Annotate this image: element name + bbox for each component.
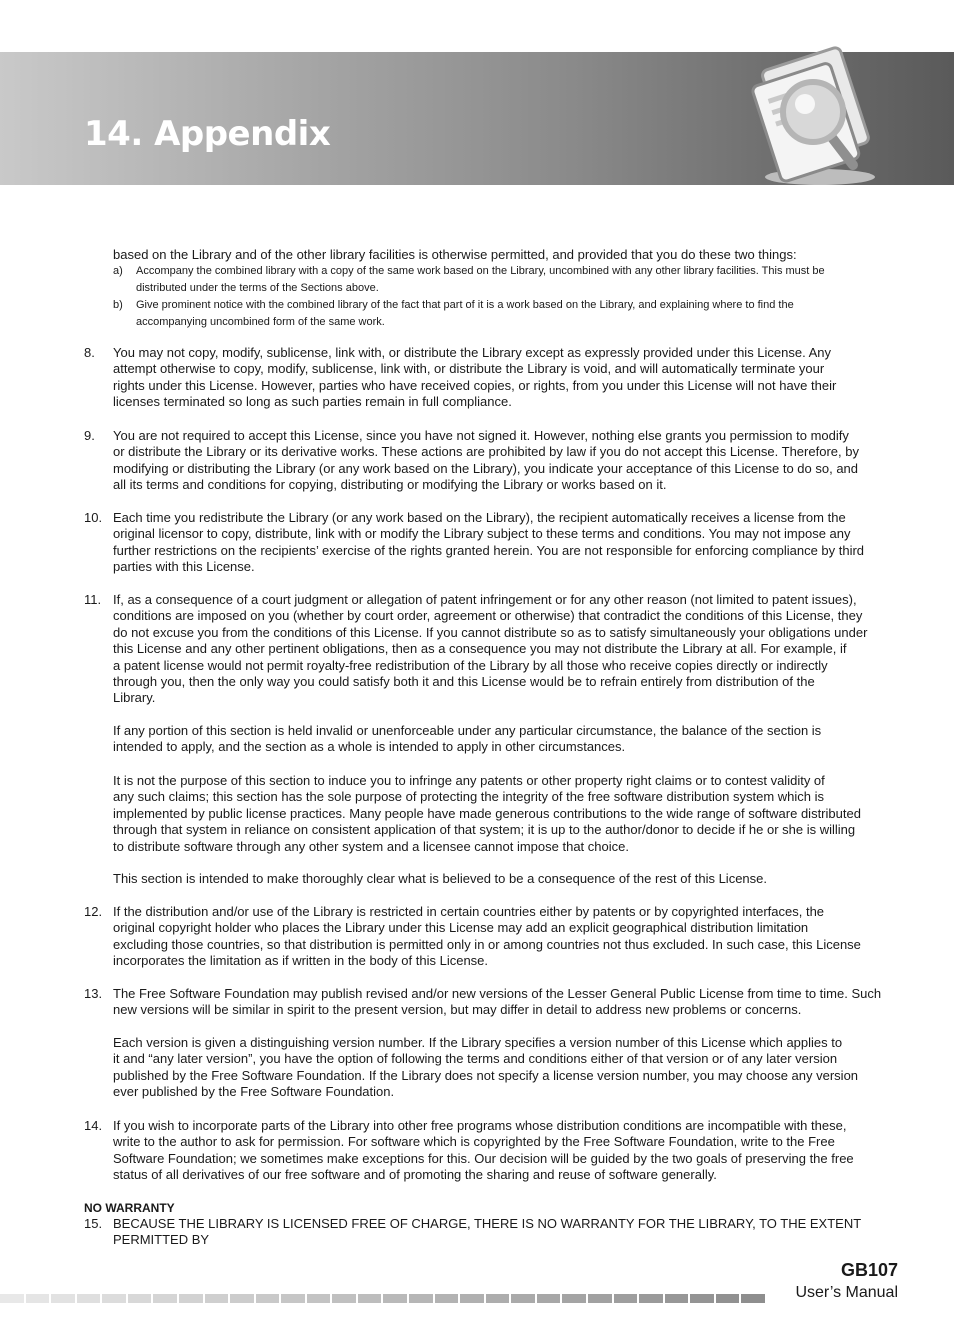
section-number: 10.	[84, 510, 103, 525]
list-item-line: accompanying uncombined form of the same work.	[136, 316, 385, 328]
footer-bar-segment	[128, 1294, 152, 1303]
section-line: any such claims; this section has the sole purpose of protecting the integrity of the free software distribution system which is	[113, 789, 825, 805]
section-line: Software Foundation; we sometimes make exceptions for this. Our decision will be guided by the two goals of preserving the free	[113, 1150, 854, 1166]
footer-bar-segment	[153, 1294, 177, 1303]
section-line: Library.	[113, 690, 156, 706]
footer-bar-segment	[358, 1294, 382, 1303]
section-number: 13.	[84, 986, 103, 1001]
footer-bar-segment	[0, 1294, 24, 1303]
section-line: If, as a consequence of a court judgment or allegation of patent infringement or for any other reason (not limited to patent issues),	[113, 592, 857, 607]
section-line: attempt otherwise to copy, modify, sublicense, link with, or distribute the Library is void, and will automatically terminate your	[113, 361, 825, 377]
section-line: this License and any other pertinent obligations, then as a consequence you may not distribute the Library at all. For example, if	[113, 641, 847, 657]
intro-text: based on the Library and of the other library facilities is otherwise permitted, and provided that you do these two things:	[113, 247, 797, 262]
section-line: rights under this License. However, parties who have received copies, or rights, from you under this License will not have their	[113, 377, 837, 393]
section-line: Each version is given a distinguishing version number. If the Library specifies a version number of this License which applies to	[113, 1035, 843, 1050]
footer-bar-segment	[77, 1294, 101, 1303]
footer-bar-segment	[256, 1294, 280, 1303]
footer-bar-segment	[511, 1294, 535, 1303]
footer-bar-segment	[665, 1294, 689, 1303]
section-line: through that system in reliance on consistent application of that system; it is up to the author/donor to decide if he or she is willing	[113, 822, 856, 838]
footer-bar-segment	[332, 1294, 356, 1303]
section-number: 8.	[84, 345, 95, 360]
footer-bar-segment	[486, 1294, 510, 1303]
section-line: all its terms and conditions for copying, distributing or modifying the Library or works based on it.	[113, 477, 667, 493]
footer-bar-segment	[26, 1294, 50, 1303]
section-line: You may not copy, modify, sublicense, link with, or distribute the Library except as expressly provided under this License. Any	[113, 345, 832, 360]
footer-bar-segment	[614, 1294, 638, 1303]
section-line: If any portion of this section is held invalid or unenforceable under any particular circumstance, the balance of the section is	[113, 723, 822, 738]
section-line: incorporates the limitation as if written in the body of this License.	[113, 953, 489, 969]
section-line: licenses terminated so long as such parties remain in full compliance.	[113, 394, 512, 410]
section-line: You are not required to accept this License, since you have not signed it. However, nothing else grants you permission to modify	[113, 428, 849, 443]
section-line: a patent license would not permit royalty-free redistribution of the Library by all those who receive copies directly or indirectly	[113, 657, 828, 673]
section-line: This section is intended to make thoroughly clear what is believed to be a consequence of the rest of this License.	[113, 871, 767, 886]
footer-bar-segment	[51, 1294, 75, 1303]
section-line: Each time you redistribute the Library (or any work based on the Library), the recipient automatically receives a license from the	[113, 510, 846, 525]
footer-bar-segment	[690, 1294, 714, 1303]
section-line: modifying or distributing the Library (or any work based on the Library), you indicate your acceptance of this License to do so, and	[113, 460, 859, 476]
list-item-line: distributed under the terms of the Sections above.	[136, 282, 379, 294]
section-line: If you wish to incorporate parts of the Library into other free programs whose distribution conditions are incompatible with these,	[113, 1118, 847, 1133]
footer-bar-segment	[307, 1294, 331, 1303]
footer-bar-segment	[281, 1294, 305, 1303]
section-line: or distribute the Library or its derivative works. These actions are prohibited by law if you do not accept this License. Therefore, by	[113, 444, 859, 460]
section-number: 9.	[84, 428, 95, 443]
section-line: ever published by the Free Software Foundation.	[113, 1084, 395, 1100]
section-number: 12.	[84, 904, 103, 919]
list-item-marker: a)	[113, 265, 123, 277]
page-title: 14. Appendix	[84, 114, 331, 154]
footer-bar-segment	[383, 1294, 407, 1303]
footer-bar-segment	[639, 1294, 663, 1303]
section-line: It is not the purpose of this section to induce you to infringe any patents or other property right claims or to contest validity of	[113, 773, 825, 788]
footer-bar-segment	[230, 1294, 254, 1303]
footer-bar-segment	[409, 1294, 433, 1303]
section-number: 14.	[84, 1118, 103, 1133]
section-line: it and “any later version”, you have the option of following the terms and conditions either of that version or of any later version	[113, 1051, 838, 1067]
section-line: BECAUSE THE LIBRARY IS LICENSED FREE OF CHARGE, THERE IS NO WARRANTY FOR THE LIBRARY, TO THE EXTENT PERMITTED BY	[113, 1216, 861, 1248]
list-item-line: Accompany the combined library with a copy of the same work based on the Library, uncombined with any other library facilities. This must be	[136, 265, 825, 277]
section-line: write to the author to ask for permission. For software which is copyrighted by the Free Software Foundation, write to the Free	[113, 1134, 835, 1150]
document-name: User’s Manual	[795, 1284, 898, 1301]
section-line: intended to apply, and the section as a whole is intended to apply in other circumstances.	[113, 739, 626, 755]
section-line: conditions are imposed on you (whether by court order, agreement or otherwise) that contradict the conditions of this License, they	[113, 608, 863, 624]
section-line: published by the Free Software Foundation. If the Library does not specify a license version number, you may choose any version	[113, 1067, 859, 1083]
footer-bar-segment	[588, 1294, 612, 1303]
section-line: status of all derivatives of our free software and of promoting the sharing and reuse of software generally.	[113, 1167, 717, 1183]
section-line: through you, then the only way you could satisfy both it and this License would be to refrain entirely from distribution of the	[113, 674, 815, 689]
section-line: original copyright holder who places the Library under this License may add an explicit geographical distribution limitation	[113, 920, 809, 936]
section-line: further restrictions on the recipients’ exercise of the rights granted herein. You are not responsible for enforcing compliance by third	[113, 542, 865, 558]
section-line: original licensor to copy, distribute, link with or modify the Library subject to these terms and conditions. You may not impose any	[113, 526, 851, 542]
section-line: excluding those countries, so that distribution is permitted only in or among countries not thus excluded. In such case, this License	[113, 936, 861, 952]
magnifier-document-icon	[725, 40, 885, 190]
section-line: implemented by public license practices. Many people have made generous contributions to the wide range of software distributed	[113, 805, 861, 821]
footer-bar-segment	[179, 1294, 203, 1303]
list-item-line: Give prominent notice with the combined library of the fact that part of it is a work based on the Library, and explaining where to find the	[136, 299, 794, 311]
footer-bar-segment	[435, 1294, 459, 1303]
model-name: GB107	[840, 1260, 898, 1280]
footer-bar-segment	[102, 1294, 126, 1303]
section-line: new versions will be similar in spirit to the present version, but may differ in detail to address new problems or concerns.	[113, 1002, 802, 1018]
footer-bar-segment	[741, 1294, 765, 1303]
footer-bar-segment	[205, 1294, 229, 1303]
section-line: do not excuse you from the conditions of this License. If you cannot distribute so as to satisfy simultaneously your obligations under	[113, 624, 868, 640]
footer-bar-segment	[460, 1294, 484, 1303]
section-number: 11.	[84, 592, 102, 607]
footer-bar-segment	[562, 1294, 586, 1303]
section-line: The Free Software Foundation may publish revised and/or new versions of the Lesser General Public License from time to time. Such	[113, 986, 882, 1001]
footer-bar-segment	[537, 1294, 561, 1303]
no-warranty-heading: NO WARRANTY	[84, 1201, 175, 1215]
footer-decorative-bar	[0, 1294, 765, 1303]
section-line: If the distribution and/or use of the Library is restricted in certain countries either by patents or by copyrighted interfaces, the	[113, 904, 825, 919]
section-number: 15.	[84, 1216, 103, 1231]
section-line: parties with this License.	[113, 559, 255, 575]
footer-bar-segment	[716, 1294, 740, 1303]
list-item-marker: b)	[113, 299, 123, 311]
section-line: to distribute software through any other system and a licensee cannot impose that choice.	[113, 838, 629, 854]
